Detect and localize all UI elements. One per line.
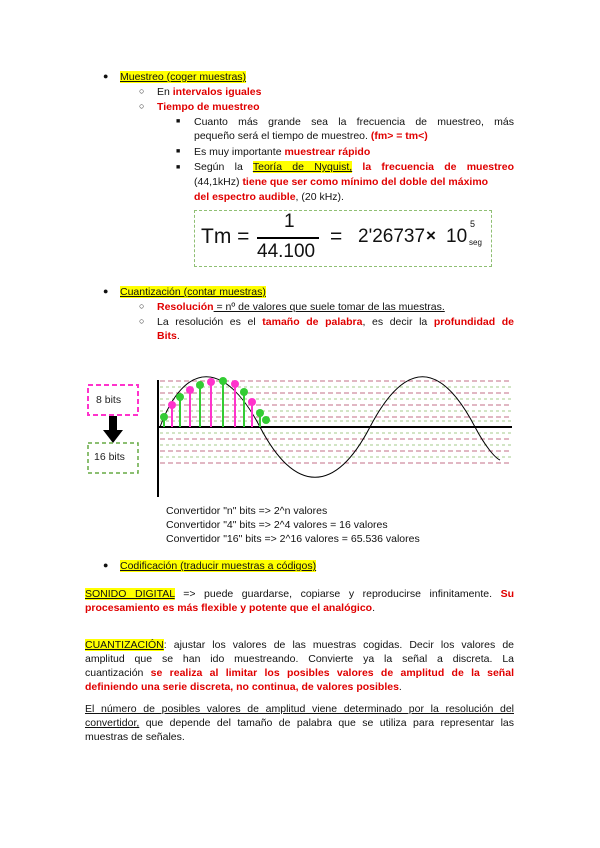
circle-bullet-icon: ○ xyxy=(139,86,145,96)
formula-denominator: 44.100 xyxy=(257,241,316,262)
sample-dot xyxy=(168,401,176,409)
sample-dot xyxy=(176,393,184,401)
list-item: Resolución = nº de valores que suele tomar de las muestras. xyxy=(157,301,445,313)
fraction-bar xyxy=(257,237,319,239)
section-heading-cuantizacion: Cuantización (contar muestras) xyxy=(120,286,266,298)
bullet-icon: ● xyxy=(103,560,109,570)
down-arrow-icon xyxy=(103,430,123,443)
sample-dot xyxy=(160,413,168,421)
list-item: La resolución es el tamaño de palabra, es decir la profundidad de xyxy=(157,316,514,328)
list-item: Cuanto más grande sea la frecuencia de muestreo, más xyxy=(194,116,514,128)
converter-line: Convertidor "4" bits => 2^4 valores = 16 valores xyxy=(166,519,388,531)
formula-lhs: Tm = xyxy=(201,225,250,248)
sample-dot xyxy=(219,377,227,385)
paragraph-resolucion-2: convertidor, que depende del tamaño de palabra que se utiliza para representar las xyxy=(85,717,514,729)
down-arrow-shaft xyxy=(109,416,117,430)
quantization-diagram xyxy=(80,350,520,500)
red-levels xyxy=(160,381,512,463)
square-bullet-icon: ■ xyxy=(176,148,181,155)
bullet-icon: ● xyxy=(103,286,109,296)
paragraph-cuantizacion-3: cuantización se realiza al limitar los posibles valores de amplitud de la señal xyxy=(85,667,514,679)
paragraph-cuantizacion: CUANTIZACIÓN: ajustar los valores de las muestras cogidas. Decir los valores de xyxy=(85,639,514,651)
list-item: Bits. xyxy=(157,330,180,342)
times-icon: × xyxy=(426,226,436,245)
square-bullet-icon: ■ xyxy=(176,164,181,171)
list-item: pequeño será el tiempo de muestreo. (fm> = tm<) xyxy=(194,130,428,142)
converter-line: Convertidor "16" bits => 2^16 valores = 65.536 valores xyxy=(166,533,420,545)
formula-base: 10 xyxy=(446,226,468,247)
list-item: del espectro audible, (20 kHz). xyxy=(194,191,344,203)
bullet-icon: ● xyxy=(103,71,109,81)
8-bits-label: 8 bits xyxy=(96,394,122,406)
list-item: En intervalos iguales xyxy=(157,86,262,98)
circle-bullet-icon: ○ xyxy=(139,301,145,311)
sample-dot xyxy=(248,398,256,406)
sample-dot xyxy=(262,416,270,424)
formula-equals: = xyxy=(330,225,343,248)
nyquist-link[interactable]: Teoría de Nyquist, xyxy=(252,161,353,173)
list-item: Es muy importante muestrear rápido xyxy=(194,146,371,158)
list-item: Según la Teoría de Nyquist, la frecuencia de muestreo xyxy=(194,161,514,173)
paragraph-cuantizacion-4: definiendo una serie discreta, no continua, de valores posibles. xyxy=(85,681,402,693)
paragraph-sonido-digital: SONIDO DIGITAL => puede guardarse, copiarse y reproducirse infinitamente. Su xyxy=(85,588,514,600)
green-levels xyxy=(160,387,512,457)
section-heading-muestreo: Muestreo (coger muestras) xyxy=(120,71,247,83)
sample-dot xyxy=(240,388,248,396)
circle-bullet-icon: ○ xyxy=(139,316,145,326)
samples xyxy=(160,377,270,427)
formula-result: 2'26737 xyxy=(358,226,426,247)
circle-bullet-icon: ○ xyxy=(139,101,145,111)
formula-numerator: 1 xyxy=(284,211,295,232)
sample-dot xyxy=(256,409,264,417)
paragraph-resolucion: El número de posibles valores de amplitud viene determinado por la resolución del xyxy=(85,703,514,715)
paragraph-cuantizacion-2: amplitud que se han ido muestreando. Convierte ya la señal a discreta. La xyxy=(85,653,514,665)
converter-line: Convertidor "n" bits => 2^n valores xyxy=(166,505,328,517)
sample-dot xyxy=(196,381,204,389)
16-bits-label: 16 bits xyxy=(94,451,125,463)
paragraph-sonido-digital-2: procesamiento es más flexible y potente que el analógico. xyxy=(85,602,376,614)
formula-box xyxy=(194,210,492,267)
list-item: (44,1kHz) tiene que ser como mínimo del doble del máximo xyxy=(194,176,489,188)
list-item: Tiempo de muestreo xyxy=(157,101,260,113)
square-bullet-icon: ■ xyxy=(176,118,181,125)
formula-unit: seg xyxy=(469,238,482,247)
paragraph-resolucion-3: muestras de señales. xyxy=(85,731,185,743)
formula-exponent: 5 xyxy=(470,219,476,229)
section-heading-codificacion: Codificación (traducir muestras a códigos) xyxy=(120,560,317,572)
sample-dot xyxy=(207,378,215,386)
sample-dot xyxy=(231,380,239,388)
sample-dot xyxy=(186,386,194,394)
